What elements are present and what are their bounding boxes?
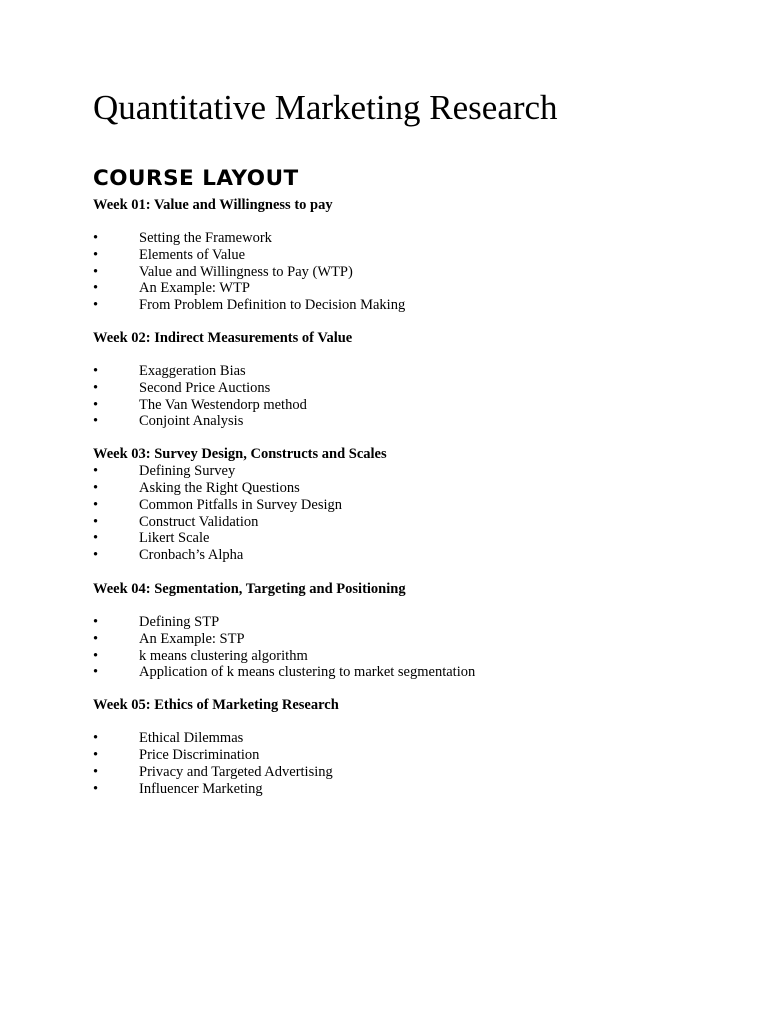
list-item <box>93 264 733 281</box>
bullet-icon: • <box>93 547 99 564</box>
week-heading: Week 05: Ethics of Marketing Research <box>93 697 339 714</box>
list-item-text: An Example: WTP <box>139 280 250 297</box>
list-item-text: Application of k means clustering to market segmentation <box>139 664 476 681</box>
list-item-text: The Van Westendorp method <box>139 396 307 413</box>
bullet-icon: • <box>93 746 99 763</box>
bullet-icon: • <box>93 413 99 430</box>
topic-list <box>93 363 733 430</box>
list-item <box>93 781 733 798</box>
list-item <box>93 363 733 380</box>
list-item-text: Defining Survey <box>139 463 236 480</box>
list-item <box>93 664 733 681</box>
bullet-icon: • <box>93 780 99 797</box>
list-item <box>93 614 733 631</box>
week-03-section <box>93 446 733 564</box>
list-item-text: From Problem Definition to Decision Making <box>139 297 406 314</box>
list-item <box>93 480 733 497</box>
list-item <box>93 380 733 397</box>
bullet-icon: • <box>93 530 99 547</box>
list-item <box>93 747 733 764</box>
list-item <box>93 247 733 264</box>
topic-list <box>93 614 733 681</box>
list-item-text: Ethical Dilemmas <box>139 730 244 747</box>
bullet-icon: • <box>93 463 99 480</box>
topic-list <box>93 230 733 314</box>
bullet-icon: • <box>93 763 99 780</box>
list-item-text: Defining STP <box>139 613 220 630</box>
list-item <box>93 297 733 314</box>
bullet-icon: • <box>93 263 99 280</box>
bullet-icon: • <box>93 664 99 681</box>
list-item <box>93 530 733 547</box>
week-heading: Week 04: Segmentation, Targeting and Positioning <box>93 580 406 597</box>
week-01-section <box>93 197 733 314</box>
bullet-icon: • <box>93 297 99 314</box>
bullet-icon: • <box>93 379 99 396</box>
list-item-text: Setting the Framework <box>139 230 272 246</box>
list-item-text: k means clustering algorithm <box>139 647 308 664</box>
list-item-text: Elements of Value <box>139 246 246 263</box>
bullet-icon: • <box>93 479 99 496</box>
document-page <box>93 88 733 797</box>
week-02-section <box>93 330 733 430</box>
list-item-text: An Example: STP <box>139 630 245 647</box>
week-heading: Week 01: Value and Willingness to pay <box>93 197 333 213</box>
bullet-icon: • <box>93 230 99 246</box>
list-item <box>93 497 733 514</box>
document-title: Quantitative Marketing Research <box>93 88 558 127</box>
bullet-icon: • <box>93 396 99 413</box>
list-item-text: Likert Scale <box>139 530 210 547</box>
bullet-icon: • <box>93 246 99 263</box>
list-item-text: Exaggeration Bias <box>139 362 246 379</box>
list-item-text: Influencer Marketing <box>139 780 263 797</box>
list-item <box>93 280 733 297</box>
week-heading: Week 03: Survey Design, Constructs and Scales <box>93 446 387 463</box>
bullet-icon: • <box>93 280 99 297</box>
course-layout-heading: COURSE LAYOUT <box>93 166 299 191</box>
list-item-text: Asking the Right Questions <box>139 479 300 496</box>
bullet-icon: • <box>93 496 99 513</box>
list-item <box>93 413 733 430</box>
list-item <box>93 463 733 480</box>
week-04-section <box>93 581 733 681</box>
week-05-section <box>93 697 733 797</box>
list-item-text: Value and Willingness to Pay (WTP) <box>139 263 353 280</box>
list-item <box>93 547 733 564</box>
list-item <box>93 514 733 531</box>
bullet-icon: • <box>93 513 99 530</box>
list-item <box>93 397 733 414</box>
bullet-icon: • <box>93 730 99 747</box>
list-item-text: Construct Validation <box>139 513 259 530</box>
bullet-icon: • <box>93 630 99 647</box>
topic-list <box>93 730 733 797</box>
list-item <box>93 648 733 665</box>
list-item <box>93 730 733 747</box>
list-item-text: Common Pitfalls in Survey Design <box>139 496 342 513</box>
topic-list <box>93 463 733 564</box>
bullet-icon: • <box>93 647 99 664</box>
bullet-icon: • <box>93 613 99 630</box>
list-item-text: Privacy and Targeted Advertising <box>139 763 333 780</box>
week-heading: Week 02: Indirect Measurements of Value <box>93 329 353 346</box>
bullet-icon: • <box>93 362 99 379</box>
list-item-text: Conjoint Analysis <box>139 413 244 430</box>
list-item <box>93 631 733 648</box>
list-item <box>93 764 733 781</box>
list-item <box>93 230 733 247</box>
list-item-text: Cronbach’s Alpha <box>139 547 244 564</box>
list-item-text: Price Discrimination <box>139 746 260 763</box>
list-item-text: Second Price Auctions <box>139 379 271 396</box>
